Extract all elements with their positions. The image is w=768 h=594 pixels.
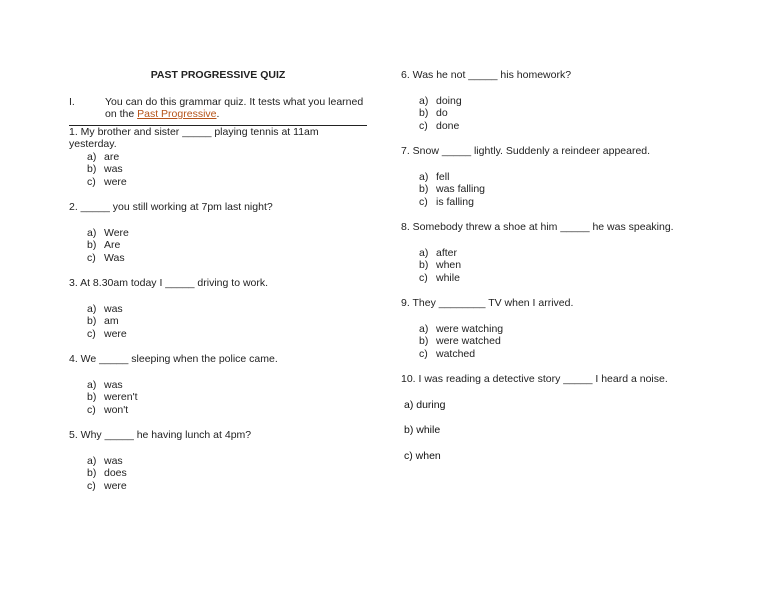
option[interactable] [401, 348, 721, 361]
options-list [401, 95, 721, 133]
question-2 [69, 201, 369, 264]
options-list [401, 323, 721, 361]
option[interactable] [401, 120, 721, 133]
option-letter: a) [87, 454, 97, 467]
option[interactable] [69, 227, 369, 240]
question-text: 10. I was reading a detective story _____ I heard a noise. [401, 373, 668, 385]
option-letter: a) [419, 246, 429, 259]
options-list [401, 247, 721, 285]
option-text: were watching [436, 322, 504, 335]
option-text: were [104, 175, 127, 188]
option-text: watched [436, 347, 476, 360]
option-letter: c) [87, 479, 96, 492]
option[interactable] [401, 183, 721, 196]
option[interactable] [69, 480, 369, 493]
option[interactable] [69, 151, 369, 164]
option-text: Were [104, 226, 129, 239]
question-text: 8. Somebody threw a shoe at him _____ he was speaking. [401, 221, 674, 233]
question-4 [69, 353, 369, 416]
option-text: while [436, 271, 460, 284]
option-text: fell [436, 170, 450, 183]
options-list [401, 171, 721, 209]
option[interactable] [401, 335, 721, 348]
question-text: 4. We _____ sleeping when the police came. [69, 353, 278, 365]
option[interactable] [69, 239, 369, 252]
option-text: were watched [436, 335, 501, 347]
quiz-title: PAST PROGRESSIVE QUIZ [150, 69, 286, 81]
option-letter: a) [87, 150, 97, 163]
option-letter: a) [87, 226, 97, 239]
intro-text-before: You can do this grammar quiz. It tests what you learned on the [105, 95, 364, 120]
option-letter: c) [419, 119, 428, 132]
question-1 [69, 126, 369, 189]
past-progressive-link[interactable]: Past Progressive [137, 108, 217, 120]
option-text: after [436, 246, 458, 259]
options-list [69, 303, 369, 341]
question-text: 9. They ________ TV when I arrived. [401, 297, 574, 309]
option[interactable] [401, 247, 721, 260]
option-letter: b) [87, 315, 97, 327]
option[interactable]: c) when [404, 449, 441, 462]
option-letter: b) [87, 467, 97, 479]
option-text: do [436, 107, 448, 119]
intro-text-after: . [216, 108, 220, 120]
question-text: 2. _____ you still working at 7pm last night? [69, 201, 273, 213]
option-text: were [104, 479, 127, 492]
option[interactable] [401, 272, 721, 285]
option[interactable] [69, 328, 369, 341]
intro-number: I. [69, 95, 75, 108]
option-text: when [436, 259, 462, 271]
option-text: Are [104, 239, 121, 251]
right-column [401, 69, 721, 475]
options-list [69, 227, 369, 265]
option-text: was [104, 163, 123, 175]
option-letter: a) [419, 322, 429, 335]
question-text: 7. Snow _____ lightly. Suddenly a reindeer appeared. [401, 145, 651, 157]
option-letter: b) [87, 391, 97, 403]
question-text: 5. Why _____ he having lunch at 4pm? [69, 429, 252, 441]
option-letter: c) [87, 403, 96, 416]
option-text: was [104, 454, 123, 467]
options-list [69, 379, 369, 417]
option[interactable] [69, 303, 369, 316]
question-6 [401, 69, 721, 132]
option-text: won't [104, 403, 129, 416]
option[interactable] [401, 259, 721, 272]
option-letter: b) [87, 239, 97, 251]
option-letter: c) [419, 347, 428, 360]
option-letter: c) [87, 327, 96, 340]
question-text: 3. At 8.30am today I _____ driving to work. [69, 277, 269, 289]
options-list [69, 151, 369, 189]
option[interactable] [69, 252, 369, 265]
option-text: Was [104, 251, 125, 264]
option[interactable] [69, 379, 369, 392]
option-letter: c) [87, 251, 96, 264]
option[interactable] [69, 315, 369, 328]
option-text: is falling [436, 195, 474, 208]
option-letter: c) [419, 195, 428, 208]
option-text: does [104, 467, 127, 479]
option-text: am [104, 315, 119, 327]
option-text: done [436, 119, 460, 132]
option-text: were [104, 327, 127, 340]
option[interactable] [401, 107, 721, 120]
question-10 [401, 373, 721, 462]
option[interactable] [401, 323, 721, 336]
option-text: doing [436, 94, 462, 107]
question-3 [69, 277, 369, 340]
option[interactable] [69, 391, 369, 404]
option-letter: c) [87, 175, 96, 188]
option-text: was [104, 378, 123, 391]
intro-text [105, 96, 369, 121]
option-letter: b) [87, 163, 97, 175]
option[interactable] [401, 196, 721, 209]
option-text: are [104, 150, 120, 163]
option-text: was falling [436, 183, 486, 195]
intro-paragraph [69, 96, 369, 121]
question-text: 1. My brother and sister _____ playing tennis at 11am yesterday. [69, 125, 319, 150]
option[interactable]: b) while [404, 424, 441, 436]
option-text: weren't [104, 391, 138, 403]
option-letter: a) [87, 378, 97, 391]
option[interactable] [69, 404, 369, 417]
left-column [69, 69, 369, 492]
question-text: 6. Was he not _____ his homework? [401, 69, 572, 81]
option-text: was [104, 302, 123, 315]
option-letter: b) [419, 335, 429, 347]
question-7 [401, 145, 721, 208]
option-letter: b) [419, 183, 429, 195]
option-letter: a) [87, 302, 97, 315]
option[interactable] [69, 455, 369, 468]
option-letter: b) [419, 259, 429, 271]
option[interactable]: a) during [404, 398, 446, 411]
option[interactable] [69, 467, 369, 480]
option-letter: b) [419, 107, 429, 119]
option[interactable] [69, 176, 369, 189]
option[interactable] [401, 95, 721, 108]
question-5 [69, 429, 369, 492]
question-8 [401, 221, 721, 284]
option[interactable] [69, 163, 369, 176]
question-9 [401, 297, 721, 360]
option[interactable] [401, 171, 721, 184]
option-letter: a) [419, 94, 429, 107]
option-letter: a) [419, 170, 429, 183]
options-list [69, 455, 369, 493]
option-letter: c) [419, 271, 428, 284]
